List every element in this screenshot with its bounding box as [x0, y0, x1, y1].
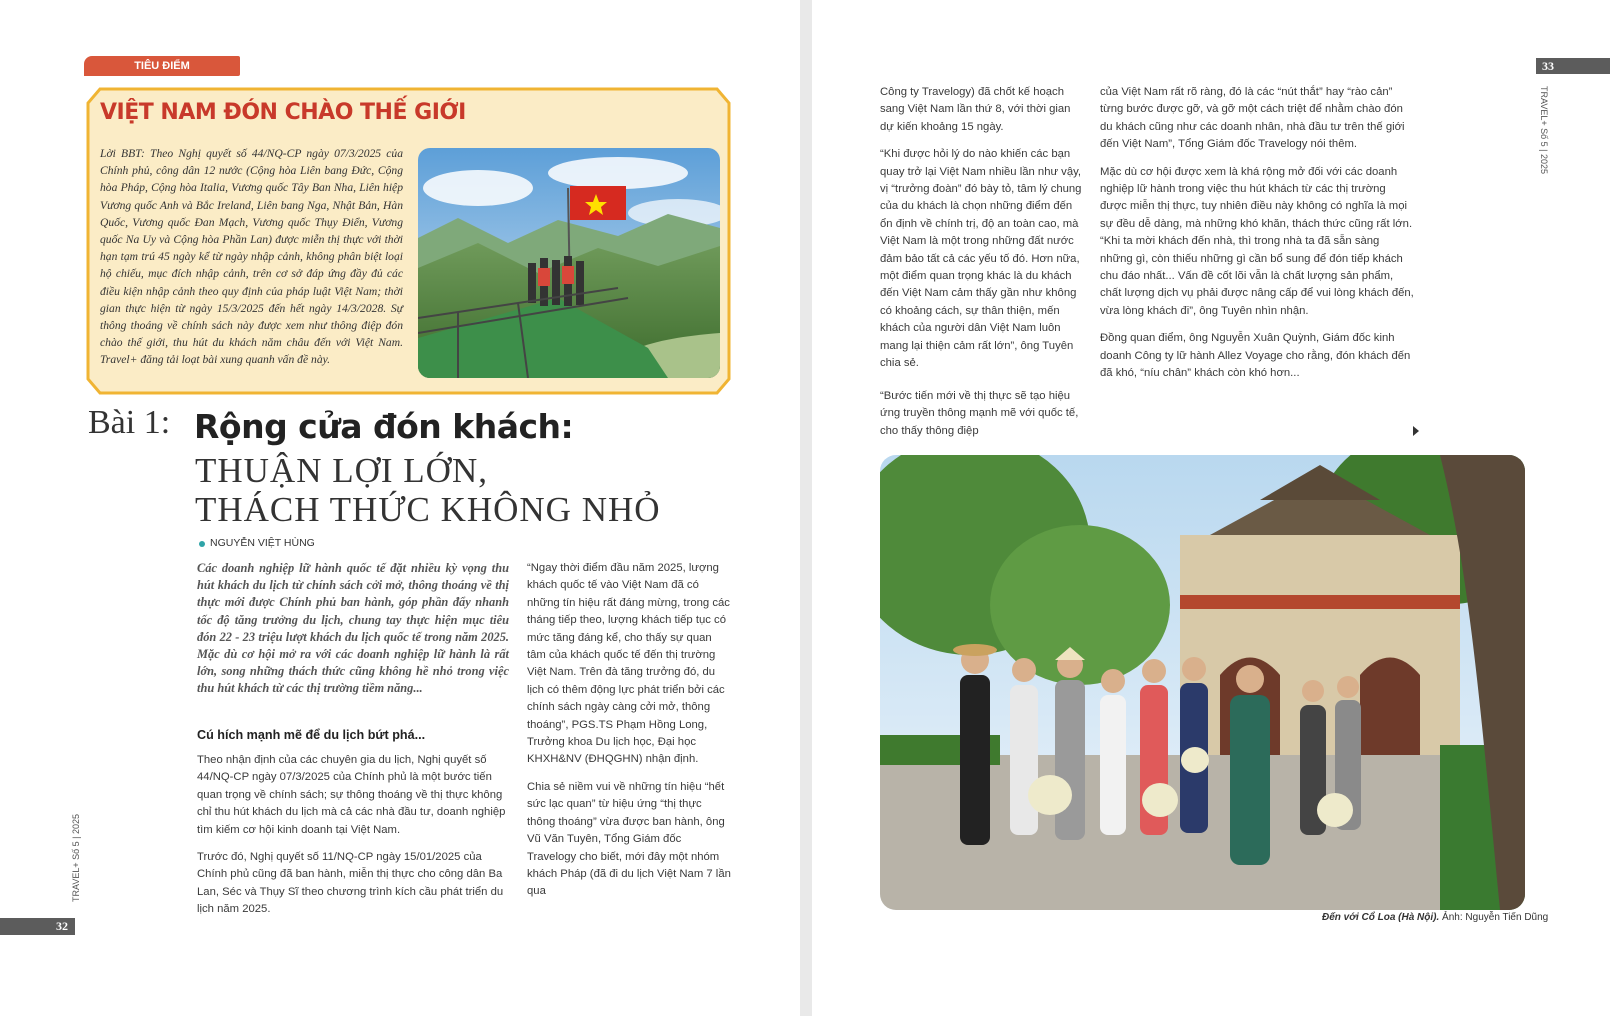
subheadline-line-1: THUẬN LỢI LỚN,: [195, 451, 488, 490]
page-number: 32: [56, 919, 68, 933]
caption-title: Đến với Cổ Loa (Hà Nội).: [1322, 912, 1440, 923]
paragraph: “Khi được hỏi lý do nào khiến các bạn quay trở lại Việt Nam nhiều lần như vậy, vị “trưởng đoàn” đó bày tỏ, tâm lý chung của du khách là chọn những điểm đến ổn định về chính trị, độ an toàn cao, mà Việt Nam là một trong những đất nước đảm bảo tất cả các yếu tố đó. Hơn nữa, một điểm quan trọng khác là du khách đến Việt Nam cảm thấy gần như không có khoảng cách, sự thân thiện, mến khách của người dân Việt Nam luôn mang lại thiện cảm rất lớn”, ông Tuyên chia sẻ.: [880, 148, 1082, 370]
byline: NGUYỄN VIỆT HÙNG: [210, 537, 315, 549]
co-loa-tourists-photo: [880, 455, 1525, 910]
paragraph: “Bước tiến mới về thị thực sẽ tạo hiệu ứng truyền thông mạnh mẽ với quốc tế, cho thấy thông điệp: [880, 390, 1079, 437]
paragraph: Công ty Travelogy) đã chốt kế hoạch sang Việt Nam lần thứ 8, với thời gian dự kiến khoảng 15 ngày.: [880, 86, 1071, 133]
continue-arrow-icon: [1413, 426, 1419, 436]
page-number: 33: [1542, 59, 1554, 73]
headline: Rộng cửa đón khách:: [194, 407, 574, 446]
right-column-2: [1100, 84, 1415, 393]
intro-text: Lời BBT: Theo Nghị quyết số 44/NQ-CP ngày 07/3/2025 của Chính phủ, công dân 12 nước (Cộng hòa Liên bang Đức, Cộng hòa Pháp, Cộng hòa Italia, Vương quốc Tây Ban Nha, Liên hiệp Vương quốc Anh và Bắc Ireland, Liên bang Nga, Nhật Bản, Hàn Quốc, Vương quốc Đan Mạch, Vương quốc Thụy Điển, Vương quốc Na Uy và Cộng hòa Phần Lan) được miễn thị thực với thời hạn tạm trú 45 ngày kể từ ngày nhập cảnh, không phân biệt loại hộ chiếu, mục đích nhập cảnh, trên cơ sở đáp ứng đầy đủ các điều kiện nhập cảnh theo quy định của pháp luật Việt Nam; thời gian thực hiện từ ngày 15/3/2025 đến hết ngày 14/3/2028. Sự thông thoáng về chính sách này được xem như thông điệp đón chào thế giới, thu hút du khách năm châu đến với Việt Nam. Travel+ đăng tải loạt bài xung quanh vấn đề này.: [100, 147, 403, 367]
paragraph: Theo nhận định của các chuyên gia du lịch, Nghị quyết số 44/NQ-CP ngày 07/3/2025 của Chính phủ là một bước tiến quan trọng về chính sách; sự thông thoáng về thị thực không chỉ thu hút khách du lịch mà cả các nhà đầu tư, doanh nghiệp tìm kiếm cơ hội kinh doanh tại Việt Nam.: [197, 754, 506, 836]
article-number: Bài 1:: [88, 404, 171, 441]
lead-paragraph: Các doanh nghiệp lữ hành quốc tế đặt nhiều kỳ vọng thu hút khách du lịch từ chính sách cởi mở, thông thoáng về thị thực mới được Chính phủ ban hành, góp phần đẩy nhanh tốc độ tăng trưởng du lịch, chung tay thực hiện mục tiêu đón 22 - 23 triệu lượt khách du lịch quốc tế trong năm 2025. Mặc dù cơ hội mở ra với các doanh nghiệp lữ hành là rất lớn, song những thách thức cũng không hề nhỏ trong việc thu hút khách từ các thị trường tiềm năng...: [197, 561, 509, 696]
paragraph: của Việt Nam rất rõ ràng, đó là các “nút thắt” hay “rào cản” từng bước được gỡ, và gỡ một cách triệt để nhằm chào đón du khách cũng như các doanh nhân, nhà đầu tư trên thế giới đến Việt Nam”, Tổng Giám đốc Travelogy nói thêm.: [1100, 86, 1405, 151]
right-column-1: [880, 84, 1082, 383]
subheadline-line-2: THÁCH THỨC KHÔNG NHỎ: [195, 490, 661, 529]
section-tag: TIÊU ĐIỂM: [84, 56, 240, 76]
paragraph: Trước đó, Nghị quyết số 11/NQ-CP ngày 15/01/2025 của Chính phủ cũng đã ban hành, miễn thị thực cho công dân Ba Lan, Séc và Thụy Sĩ theo chương trình kích cầu phát triển du lịch năm 2025.: [197, 851, 504, 916]
magazine-vertical-label: TRAVEL+ Số 5 | 2025: [1539, 86, 1549, 174]
caption-credit: Ảnh: Nguyễn Tiến Dũng: [1439, 912, 1549, 923]
paragraph: Mặc dù cơ hội được xem là khá rộng mở đối với các doanh nghiệp lữ hành trong việc thu hút khách từ các thị trường được miễn thị thực, tuy nhiên điều này không có nghĩa là mọi sự đều dễ dàng, mà những khó khăn, thách thức cũng rất lớn. “Khi ta mời khách đến nhà, thì trong nhà ta đã sẵn sàng những gì, còn thiếu những gì cần bổ sung để đón tiếp khách chu đáo nhất... Vấn đề cốt lõi vẫn là chất lượng sản phẩm, chất lượng dịch vụ phải được nâng cấp để vui lòng khách đến, vừa lòng khách đi”, ông Tuyên nhìn nhận.: [1100, 165, 1414, 317]
section-subheading: Cú hích mạnh mẽ để du lịch bứt phá...: [197, 728, 426, 742]
intro-title: VIỆT NAM ĐÓN CHÀO THẾ GIỚI: [100, 100, 466, 125]
right-column-1-continued: [880, 388, 1082, 450]
paragraph: Đồng quan điểm, ông Nguyễn Xuân Quỳnh, Giám đốc kinh doanh Công ty lữ hành Allez Voyage cho rằng, đón khách đến đã khó, “níu chân” khách còn khó hơn...: [1100, 332, 1411, 380]
paragraph: Chia sẻ niềm vui về những tín hiệu “hết sức lạc quan” từ hiệu ứng “thị thực thông thoáng” vừa được ban hành, ông Vũ Văn Tuyên, Tổng Giám đốc Travelogy cho biết, mới đây một nhóm khách Pháp (đã đi du lịch Việt Nam 7 lần qua: [527, 780, 731, 898]
paragraph: “Ngay thời điểm đầu năm 2025, lượng khách quốc tế vào Việt Nam đã có những tín hiệu rất đáng mừng, trong các tháng tiếp theo, lượng khách tiếp tục có mức tăng đáng kể, cho thấy sự quan tâm của khách quốc tế đến thị trường Việt Nam. Trên đà tăng trưởng đó, du lịch có thêm động lực phát triển bởi các chính sách ngày càng cởi mở, thông thoáng”, PGS.TS Phạm Hồng Long, Trưởng khoa Du lịch học, Đại học KHXH&NV (ĐHQGHN) nhận định.: [527, 562, 730, 766]
photo-caption: [1322, 912, 1548, 923]
magazine-vertical-label: TRAVEL+ Số 5 | 2025: [71, 814, 81, 902]
